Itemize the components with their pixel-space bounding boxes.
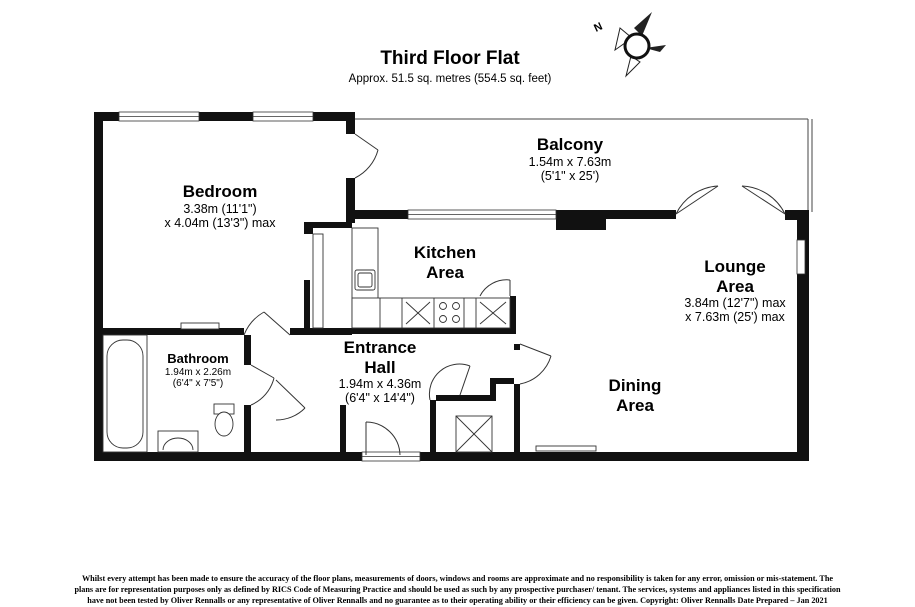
hall-dim-metric: 1.94m x 4.36m [338, 377, 422, 392]
balcony-dim-imperial: (5'1" x 25') [540, 168, 600, 183]
area-subtitle: Approx. 51.5 sq. metres (554.5 sq. feet) [348, 73, 552, 85]
room-dining [580, 376, 690, 415]
balcony-name: Balcony [536, 135, 604, 154]
room-lounge [660, 257, 810, 325]
bathroom-dim-imperial: (6'4" x 7'5") [172, 378, 224, 390]
room-bedroom [130, 182, 310, 230]
hall-name-2: Hall [364, 357, 396, 377]
page-title: Third Floor Flat [380, 48, 520, 69]
lounge-name-1: Lounge [704, 257, 766, 276]
bedroom-dim-width: 3.38m (11'1") [183, 201, 257, 216]
room-bathroom [148, 352, 248, 390]
dining-name-2: Area [616, 395, 654, 415]
hall-name-1: Entrance [343, 338, 417, 357]
bedroom-name: Bedroom [182, 182, 258, 201]
lounge-dim-width: 3.84m (12'7") max [684, 296, 786, 311]
kitchen-name-2: Area [426, 262, 464, 282]
room-entrance-hall [310, 338, 450, 406]
room-balcony [500, 135, 640, 183]
bedroom-dim-length: x 4.04m (13'3") max [164, 215, 276, 230]
disclaimer-line-1: Whilst every attempt has been made to ensure the accuracy of the floor plans, measurements of doors, windows and rooms are approximate and no responsibility is taken for any error, omission or mis-statement. The [81, 574, 834, 583]
disclaimer [4, 573, 911, 606]
bathroom-name: Bathroom [167, 351, 229, 366]
balcony-dim-metric: 1.54m x 7.63m [528, 154, 612, 169]
lounge-name-2: Area [716, 276, 754, 296]
disclaimer-line-2: plans are for representation purposes only as defined by RICS Code of Measuring Practice and should be used as such by any prospective purchaser/ tenant. The services, systems and appliances listed in this specification [74, 585, 841, 594]
lounge-dim-length: x 7.63m (25') max [685, 310, 785, 325]
dining-name-1: Dining [608, 376, 662, 395]
bathroom-dim-metric: 1.94m x 2.26m [164, 366, 232, 378]
hall-dim-imperial: (6'4" x 14'4") [345, 391, 415, 406]
north-label: N [592, 20, 605, 35]
room-kitchen [390, 243, 500, 282]
compass-icon [592, 12, 666, 76]
disclaimer-line-3: have not been tested by Oliver Rennalls or any representative of Oliver Rennalls and no guarantee as to their operating ability or their efficiency can be given. Copyright: Oliver Rennalls Date Prepared – Jan 2021 [87, 596, 828, 605]
kitchen-name-1: Kitchen [413, 243, 477, 262]
